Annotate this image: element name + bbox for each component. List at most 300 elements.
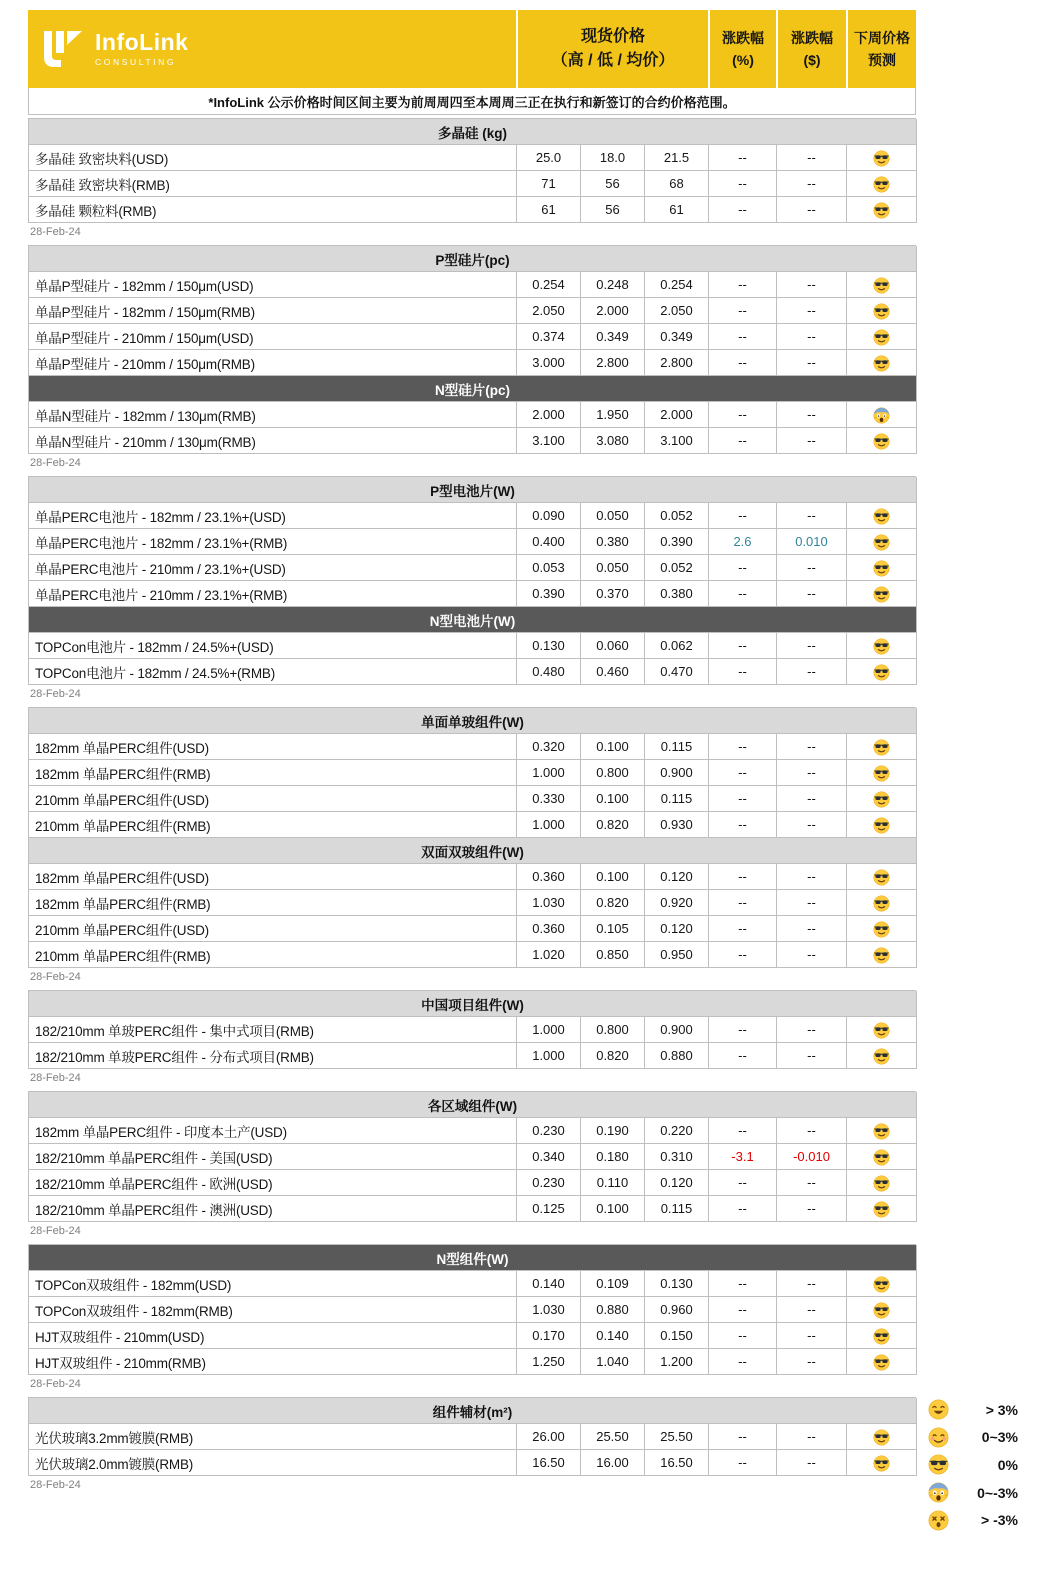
change-usd: --	[777, 1170, 847, 1196]
price-high: 0.340	[517, 1144, 581, 1170]
section-header: 双面双玻组件(W)	[29, 838, 917, 864]
section-header: 多晶硅 (kg)	[29, 119, 917, 145]
sunglasses-face-emoji	[873, 1328, 890, 1345]
change-pct: -3.1	[709, 1144, 777, 1170]
section-header: P型硅片(pc)	[29, 246, 917, 272]
change-usd: --	[777, 1424, 847, 1450]
price-avg: 0.130	[645, 1271, 709, 1297]
change-usd: -0.010	[777, 1144, 847, 1170]
change-usd: --	[777, 1349, 847, 1375]
price-high: 0.130	[517, 633, 581, 659]
change-pct: --	[709, 1323, 777, 1349]
row-label: HJT双玻组件 - 210mm(USD)	[29, 1323, 517, 1349]
change-pct: --	[709, 1043, 777, 1069]
price-avg: 0.120	[645, 864, 709, 890]
section-header: N型组件(W)	[29, 1245, 917, 1271]
change-pct: --	[709, 659, 777, 685]
row-label: 210mm 单晶PERC组件(USD)	[29, 916, 517, 942]
sunglasses-face-emoji	[873, 1123, 890, 1140]
sunglasses-face-emoji	[873, 1276, 890, 1293]
section-header: P型电池片(W)	[29, 477, 917, 503]
price-low: 0.100	[581, 1196, 645, 1222]
forecast-cell	[847, 812, 917, 838]
price-avg: 0.380	[645, 581, 709, 607]
sunglasses-face-emoji	[873, 1149, 890, 1166]
spot-price-title: 现货价格	[580, 28, 645, 46]
sunglasses-face-emoji	[873, 921, 890, 938]
forecast-cell	[847, 350, 917, 376]
brand-name: InfoLink	[95, 29, 189, 55]
change-usd: --	[777, 1297, 847, 1323]
change-pct: --	[709, 864, 777, 890]
change-pct: --	[709, 1118, 777, 1144]
price-low: 0.100	[581, 864, 645, 890]
price-high: 2.000	[517, 402, 581, 428]
change-usd: --	[777, 197, 847, 223]
price-low: 56	[581, 197, 645, 223]
legend-item	[928, 1424, 1018, 1452]
forecast-cell	[847, 145, 917, 171]
price-low: 0.349	[581, 324, 645, 350]
price-low: 0.800	[581, 1017, 645, 1043]
change-usd: --	[777, 581, 847, 607]
price-table-block	[28, 1397, 916, 1476]
sunglasses-face-emoji	[873, 277, 890, 294]
change-usd: --	[777, 734, 847, 760]
change-pct: --	[709, 890, 777, 916]
forecast-cell	[847, 760, 917, 786]
forecast-cell	[847, 529, 917, 555]
forecast-cell	[847, 503, 917, 529]
sunglasses-face-emoji	[873, 150, 890, 167]
sunglasses-face-emoji	[873, 1429, 890, 1446]
row-label: 182/210mm 单玻PERC组件 - 集中式项目(RMB)	[29, 1017, 517, 1043]
forecast-cell	[847, 1450, 917, 1476]
price-high: 0.053	[517, 555, 581, 581]
forecast-cell	[847, 171, 917, 197]
forecast-cell	[847, 272, 917, 298]
spot-price-subtitle: （高 / 低 / 均价）	[551, 51, 675, 69]
forecast-cell	[847, 734, 917, 760]
row-label: 单晶PERC电池片 - 182mm / 23.1%+(RMB)	[29, 529, 517, 555]
price-low: 0.850	[581, 942, 645, 968]
change-pct: --	[709, 760, 777, 786]
forecast-title: 下周价格	[854, 30, 910, 47]
price-low: 0.110	[581, 1170, 645, 1196]
screaming-face-emoji	[928, 1482, 949, 1503]
price-low: 16.00	[581, 1450, 645, 1476]
price-avg: 3.100	[645, 428, 709, 454]
row-label: 210mm 单晶PERC组件(RMB)	[29, 812, 517, 838]
change-pct: --	[709, 298, 777, 324]
forecast-cell	[847, 864, 917, 890]
forecast-cell	[847, 1297, 917, 1323]
price-low: 0.050	[581, 555, 645, 581]
price-low: 56	[581, 171, 645, 197]
section-date: 28-Feb-24	[30, 226, 81, 238]
price-high: 3.000	[517, 350, 581, 376]
change-usd: --	[777, 145, 847, 171]
forecast-cell	[847, 555, 917, 581]
price-avg: 0.120	[645, 916, 709, 942]
section-header: 各区域组件(W)	[29, 1092, 917, 1118]
legend-label: > -3%	[981, 1512, 1018, 1529]
row-label: 182/210mm 单晶PERC组件 - 欧洲(USD)	[29, 1170, 517, 1196]
price-avg: 0.254	[645, 272, 709, 298]
change-pct: --	[709, 1196, 777, 1222]
legend-item	[928, 1506, 1018, 1534]
price-avg: 2.000	[645, 402, 709, 428]
forecast-cell	[847, 786, 917, 812]
row-label: 光伏玻璃3.2mm镀膜(RMB)	[29, 1424, 517, 1450]
price-high: 1.000	[517, 760, 581, 786]
change-usd: --	[777, 864, 847, 890]
price-high: 3.100	[517, 428, 581, 454]
change-usd: --	[777, 890, 847, 916]
section-header: N型硅片(pc)	[29, 376, 917, 402]
legend-item	[928, 1396, 1018, 1424]
forecast-cell	[847, 1118, 917, 1144]
sunglasses-face-emoji	[873, 1048, 890, 1065]
row-label: 182mm 单晶PERC组件(USD)	[29, 734, 517, 760]
column-header-spot-price	[516, 10, 708, 88]
change-pct: --	[709, 581, 777, 607]
change-usd: --	[777, 1450, 847, 1476]
forecast-cell	[847, 1144, 917, 1170]
change-pct: --	[709, 942, 777, 968]
price-avg: 0.900	[645, 1017, 709, 1043]
price-avg: 0.220	[645, 1118, 709, 1144]
legend-item	[928, 1479, 1018, 1507]
forecast-cell	[847, 633, 917, 659]
change-pct: --	[709, 1271, 777, 1297]
change-usd: --	[777, 916, 847, 942]
screaming-face-emoji	[873, 407, 890, 424]
row-label: TOPCon电池片 - 182mm / 24.5%+(USD)	[29, 633, 517, 659]
change-usd-title: 涨跌幅	[791, 30, 833, 47]
change-pct: --	[709, 1170, 777, 1196]
forecast-cell	[847, 1271, 917, 1297]
price-high: 25.0	[517, 145, 581, 171]
price-avg: 0.920	[645, 890, 709, 916]
sunglasses-face-emoji	[873, 1022, 890, 1039]
forecast-cell	[847, 916, 917, 942]
section-date: 28-Feb-24	[30, 1378, 81, 1390]
change-usd: --	[777, 272, 847, 298]
price-avg: 0.115	[645, 1196, 709, 1222]
price-low: 0.880	[581, 1297, 645, 1323]
sunglasses-face-emoji	[873, 176, 890, 193]
smiling-face-emoji	[928, 1427, 949, 1448]
change-usd: --	[777, 1196, 847, 1222]
row-label: HJT双玻组件 - 210mm(RMB)	[29, 1349, 517, 1375]
section-date: 28-Feb-24	[30, 457, 81, 469]
change-usd: --	[777, 350, 847, 376]
price-low: 0.800	[581, 760, 645, 786]
sunglasses-face-emoji	[873, 202, 890, 219]
price-low: 1.040	[581, 1349, 645, 1375]
sunglasses-face-emoji	[873, 895, 890, 912]
sunglasses-face-emoji	[873, 1354, 890, 1371]
change-pct: --	[709, 734, 777, 760]
forecast-cell	[847, 890, 917, 916]
price-avg: 0.310	[645, 1144, 709, 1170]
change-usd: --	[777, 171, 847, 197]
section-date: 28-Feb-24	[30, 1225, 81, 1237]
change-usd: --	[777, 633, 847, 659]
price-high: 0.360	[517, 916, 581, 942]
section-date: 28-Feb-24	[30, 688, 81, 700]
price-low: 0.105	[581, 916, 645, 942]
price-high: 0.170	[517, 1323, 581, 1349]
price-avg: 0.900	[645, 760, 709, 786]
price-table-block	[28, 707, 916, 968]
change-usd: 0.010	[777, 529, 847, 555]
price-avg: 1.200	[645, 1349, 709, 1375]
change-usd: --	[777, 1323, 847, 1349]
price-low: 18.0	[581, 145, 645, 171]
sunglasses-face-emoji	[873, 1302, 890, 1319]
sunglasses-face-emoji	[873, 433, 890, 450]
forecast-cell	[847, 1017, 917, 1043]
price-period-note: *InfoLink 公示价格时间区间主要为前周周四至本周周三正在执行和新签订的合约价格范围。	[28, 88, 916, 115]
price-low: 0.109	[581, 1271, 645, 1297]
section-date: 28-Feb-24	[30, 1479, 81, 1491]
price-low: 0.190	[581, 1118, 645, 1144]
infolink-logo-icon	[40, 29, 86, 69]
price-avg: 16.50	[645, 1450, 709, 1476]
price-avg: 0.880	[645, 1043, 709, 1069]
sunglasses-face-emoji	[873, 534, 890, 551]
price-avg: 2.800	[645, 350, 709, 376]
forecast-cell	[847, 1196, 917, 1222]
price-avg: 0.930	[645, 812, 709, 838]
sunglasses-face-emoji	[873, 791, 890, 808]
column-header-forecast	[846, 10, 916, 88]
section-header: 单面单玻组件(W)	[29, 708, 917, 734]
price-avg: 0.150	[645, 1323, 709, 1349]
row-label: 182mm 单晶PERC组件(RMB)	[29, 890, 517, 916]
grinning-face-emoji	[928, 1399, 949, 1420]
dizzy-face-emoji	[928, 1510, 949, 1531]
section-header: N型电池片(W)	[29, 607, 917, 633]
price-avg: 0.052	[645, 503, 709, 529]
row-label: 单晶PERC电池片 - 182mm / 23.1%+(USD)	[29, 503, 517, 529]
change-usd: --	[777, 786, 847, 812]
change-pct: --	[709, 1017, 777, 1043]
price-low: 0.460	[581, 659, 645, 685]
change-pct: --	[709, 145, 777, 171]
row-label: 光伏玻璃2.0mm镀膜(RMB)	[29, 1450, 517, 1476]
section-header: 中国项目组件(W)	[29, 991, 917, 1017]
change-usd: --	[777, 1271, 847, 1297]
price-avg: 2.050	[645, 298, 709, 324]
price-avg: 25.50	[645, 1424, 709, 1450]
forecast-cell	[847, 1170, 917, 1196]
change-pct: --	[709, 1349, 777, 1375]
change-usd: --	[777, 659, 847, 685]
forecast-cell	[847, 1043, 917, 1069]
forecast-cell	[847, 402, 917, 428]
price-low: 0.060	[581, 633, 645, 659]
price-low: 3.080	[581, 428, 645, 454]
change-pct: --	[709, 350, 777, 376]
price-low: 0.820	[581, 1043, 645, 1069]
price-low: 0.140	[581, 1323, 645, 1349]
price-avg: 0.115	[645, 786, 709, 812]
price-table-blocks	[28, 118, 916, 1498]
row-label: TOPCon双玻组件 - 182mm(USD)	[29, 1271, 517, 1297]
change-pct: --	[709, 1297, 777, 1323]
forecast-cell	[847, 1424, 917, 1450]
change-usd: --	[777, 1118, 847, 1144]
change-pct: --	[709, 402, 777, 428]
sunglasses-face-emoji	[873, 329, 890, 346]
forecast-cell	[847, 197, 917, 223]
price-low: 2.800	[581, 350, 645, 376]
price-high: 26.00	[517, 1424, 581, 1450]
change-usd: --	[777, 298, 847, 324]
price-high: 0.230	[517, 1170, 581, 1196]
row-label: TOPCon双玻组件 - 182mm(RMB)	[29, 1297, 517, 1323]
sunglasses-face-emoji	[873, 355, 890, 372]
change-pct: --	[709, 503, 777, 529]
price-low: 0.248	[581, 272, 645, 298]
sunglasses-face-emoji	[873, 1201, 890, 1218]
price-low: 0.180	[581, 1144, 645, 1170]
change-pct: --	[709, 633, 777, 659]
sunglasses-face-emoji	[873, 1175, 890, 1192]
change-usd: --	[777, 1017, 847, 1043]
price-high: 1.000	[517, 812, 581, 838]
price-avg: 0.349	[645, 324, 709, 350]
price-avg: 0.960	[645, 1297, 709, 1323]
price-high: 0.390	[517, 581, 581, 607]
price-high: 0.400	[517, 529, 581, 555]
price-avg: 0.062	[645, 633, 709, 659]
section-date: 28-Feb-24	[30, 1072, 81, 1084]
sunglasses-face-emoji	[873, 947, 890, 964]
infolink-logo	[28, 10, 516, 88]
change-usd: --	[777, 324, 847, 350]
row-label: 多晶硅 颗粒料(RMB)	[29, 197, 517, 223]
forecast-cell	[847, 324, 917, 350]
infolink-logo-text	[95, 31, 188, 67]
price-high: 0.140	[517, 1271, 581, 1297]
change-pct: --	[709, 786, 777, 812]
row-label: 182mm 单晶PERC组件(RMB)	[29, 760, 517, 786]
sunglasses-face-emoji	[873, 508, 890, 525]
forecast-cell	[847, 942, 917, 968]
price-high: 61	[517, 197, 581, 223]
price-avg: 0.115	[645, 734, 709, 760]
forecast-cell	[847, 659, 917, 685]
change-pct: --	[709, 272, 777, 298]
legend-item	[928, 1451, 1018, 1479]
change-usd: --	[777, 1043, 847, 1069]
legend-label: 0~3%	[981, 1429, 1018, 1446]
row-label: 多晶硅 致密块料(RMB)	[29, 171, 517, 197]
sunglasses-face-emoji	[873, 560, 890, 577]
row-label: TOPCon电池片 - 182mm / 24.5%+(RMB)	[29, 659, 517, 685]
section-header: 组件辅材(m²)	[29, 1398, 917, 1424]
row-label: 210mm 单晶PERC组件(RMB)	[29, 942, 517, 968]
row-label: 单晶P型硅片 - 182mm / 150μm(RMB)	[29, 298, 517, 324]
price-high: 0.320	[517, 734, 581, 760]
price-high: 0.480	[517, 659, 581, 685]
change-usd: --	[777, 760, 847, 786]
price-table-block	[28, 1244, 916, 1375]
change-pct: --	[709, 1424, 777, 1450]
row-label: 182/210mm 单晶PERC组件 - 美国(USD)	[29, 1144, 517, 1170]
price-high: 71	[517, 171, 581, 197]
price-table-block	[28, 1091, 916, 1222]
price-low: 0.820	[581, 890, 645, 916]
price-high: 1.000	[517, 1043, 581, 1069]
change-usd: --	[777, 428, 847, 454]
row-label: 182/210mm 单玻PERC组件 - 分布式项目(RMB)	[29, 1043, 517, 1069]
change-pct: --	[709, 812, 777, 838]
legend-label: > 3%	[985, 1401, 1018, 1418]
row-label: 单晶PERC电池片 - 210mm / 23.1%+(USD)	[29, 555, 517, 581]
change-usd: --	[777, 812, 847, 838]
forecast-cell	[847, 298, 917, 324]
change-usd: --	[777, 942, 847, 968]
row-label: 单晶P型硅片 - 182mm / 150μm(USD)	[29, 272, 517, 298]
sunglasses-face-emoji	[873, 765, 890, 782]
price-high: 16.50	[517, 1450, 581, 1476]
price-avg: 61	[645, 197, 709, 223]
price-low: 0.050	[581, 503, 645, 529]
price-avg: 0.120	[645, 1170, 709, 1196]
column-header-change-pct	[708, 10, 776, 88]
forecast-cell	[847, 581, 917, 607]
price-high: 1.020	[517, 942, 581, 968]
change-usd: --	[777, 503, 847, 529]
column-header-change-usd	[776, 10, 846, 88]
price-low: 0.370	[581, 581, 645, 607]
change-pct: --	[709, 916, 777, 942]
price-avg: 0.052	[645, 555, 709, 581]
sunglasses-face-emoji	[873, 638, 890, 655]
price-low: 1.950	[581, 402, 645, 428]
price-high: 1.250	[517, 1349, 581, 1375]
price-avg: 0.950	[645, 942, 709, 968]
forecast-legend	[928, 1396, 1018, 1534]
price-low: 0.380	[581, 529, 645, 555]
price-table-block	[28, 245, 916, 454]
row-label: 182/210mm 单晶PERC组件 - 澳洲(USD)	[29, 1196, 517, 1222]
price-avg: 0.470	[645, 659, 709, 685]
price-avg: 21.5	[645, 145, 709, 171]
price-low: 0.100	[581, 786, 645, 812]
price-high: 0.360	[517, 864, 581, 890]
change-pct: --	[709, 197, 777, 223]
change-pct-unit: (%)	[732, 51, 754, 68]
change-usd: --	[777, 555, 847, 581]
price-low: 25.50	[581, 1424, 645, 1450]
price-table-block	[28, 118, 916, 223]
forecast-cell	[847, 1323, 917, 1349]
change-pct: --	[709, 324, 777, 350]
price-high: 2.050	[517, 298, 581, 324]
price-high: 0.254	[517, 272, 581, 298]
legend-label: 0~-3%	[977, 1484, 1018, 1501]
row-label: 210mm 单晶PERC组件(USD)	[29, 786, 517, 812]
forecast-cell	[847, 1349, 917, 1375]
row-label: 单晶PERC电池片 - 210mm / 23.1%+(RMB)	[29, 581, 517, 607]
report-header	[28, 10, 916, 88]
